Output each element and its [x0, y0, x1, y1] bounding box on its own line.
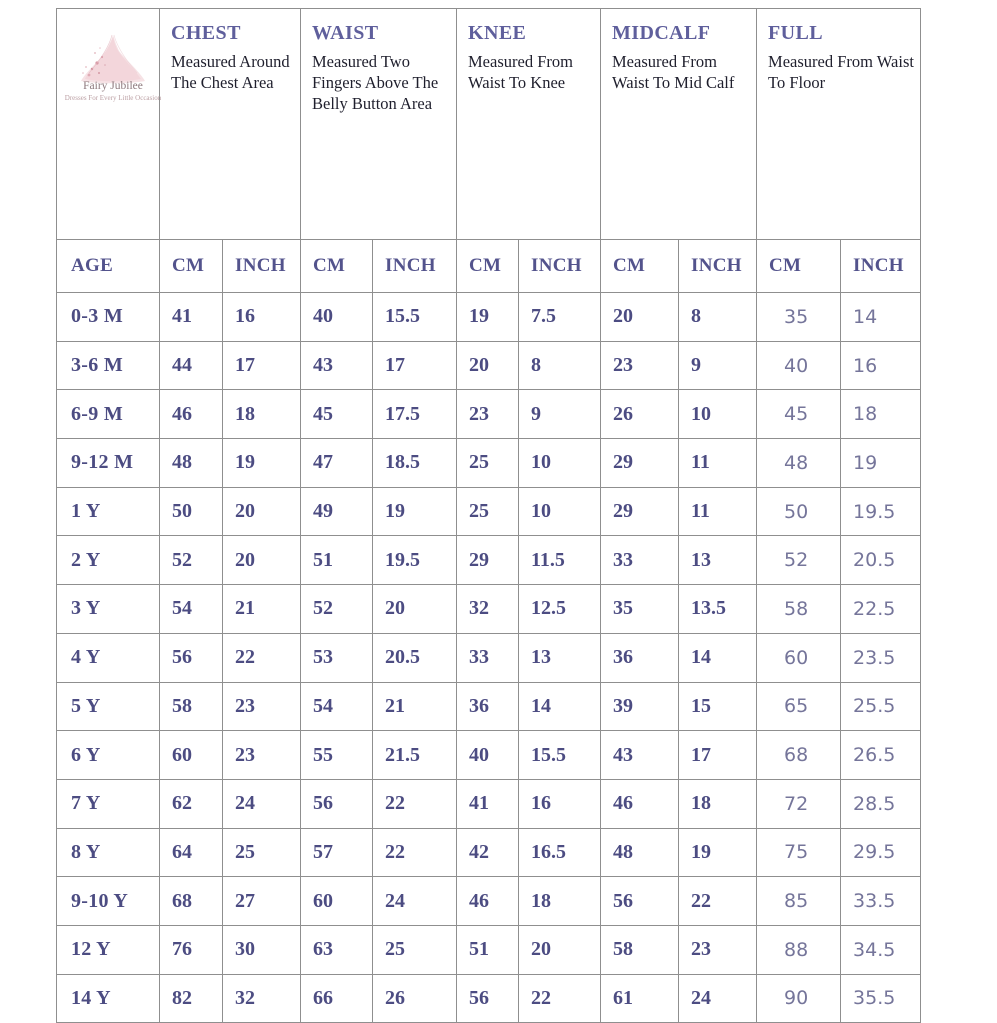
value-cell: 11	[679, 487, 757, 536]
value-cell: 18	[519, 877, 601, 926]
value-cell: 26.5	[841, 731, 921, 780]
value-cell: 12.5	[519, 585, 601, 634]
value-cell: 10	[519, 439, 601, 488]
table-row	[57, 341, 921, 390]
value-cell: 56	[160, 633, 223, 682]
value-cell: 22	[373, 779, 457, 828]
header-group-waist	[301, 9, 457, 240]
value-cell: 63	[301, 925, 373, 974]
brand-name: Fairy Jubilee	[83, 80, 143, 92]
value-cell: 53	[301, 633, 373, 682]
value-cell: 65	[757, 682, 841, 731]
value-cell: 23	[223, 731, 301, 780]
value-cell: 20.5	[373, 633, 457, 682]
value-cell: 23.5	[841, 633, 921, 682]
value-cell: 39	[601, 682, 679, 731]
age-cell: 4 Y	[57, 633, 160, 682]
value-cell: 26	[373, 974, 457, 1023]
value-cell: 23	[601, 341, 679, 390]
age-cell: 12 Y	[57, 925, 160, 974]
value-cell: 50	[757, 487, 841, 536]
value-cell: 28.5	[841, 779, 921, 828]
value-cell: 49	[301, 487, 373, 536]
value-cell: 25	[373, 925, 457, 974]
waist-title: WAIST	[312, 22, 379, 44]
value-cell: 9	[679, 341, 757, 390]
value-cell: 57	[301, 828, 373, 877]
value-cell: 51	[457, 925, 519, 974]
value-cell: 29	[601, 487, 679, 536]
value-cell: 20	[373, 585, 457, 634]
value-cell: 18	[223, 390, 301, 439]
value-cell: 9	[519, 390, 601, 439]
value-cell: 58	[757, 585, 841, 634]
value-cell: 60	[301, 877, 373, 926]
full-title: FULL	[768, 22, 823, 44]
value-cell: 15	[679, 682, 757, 731]
value-cell: 11.5	[519, 536, 601, 585]
value-cell: 14	[841, 293, 921, 342]
value-cell: 40	[301, 293, 373, 342]
value-cell: 25.5	[841, 682, 921, 731]
value-cell: 48	[160, 439, 223, 488]
value-cell: 58	[601, 925, 679, 974]
waist-description: Measured Two Fingers Above The Belly Button Area	[312, 52, 439, 113]
age-cell: 8 Y	[57, 828, 160, 877]
value-cell: 20	[601, 293, 679, 342]
value-cell: 24	[679, 974, 757, 1023]
value-cell: 22	[679, 877, 757, 926]
value-cell: 54	[160, 585, 223, 634]
table-row	[57, 536, 921, 585]
midcalf-inch-header: INCH	[679, 240, 757, 293]
value-cell: 66	[301, 974, 373, 1023]
header-group-knee	[457, 9, 601, 240]
value-cell: 54	[301, 682, 373, 731]
value-cell: 35.5	[841, 974, 921, 1023]
value-cell: 21	[223, 585, 301, 634]
age-cell: 6-9 M	[57, 390, 160, 439]
value-cell: 16	[519, 779, 601, 828]
value-cell: 27	[223, 877, 301, 926]
value-cell: 46	[601, 779, 679, 828]
value-cell: 46	[457, 877, 519, 926]
table-row	[57, 974, 921, 1023]
value-cell: 90	[757, 974, 841, 1023]
value-cell: 21.5	[373, 731, 457, 780]
value-cell: 35	[757, 293, 841, 342]
value-cell: 64	[160, 828, 223, 877]
age-cell: 5 Y	[57, 682, 160, 731]
value-cell: 13	[519, 633, 601, 682]
header-group-full	[757, 9, 921, 240]
value-cell: 47	[301, 439, 373, 488]
age-cell: 9-12 M	[57, 439, 160, 488]
table-row	[57, 585, 921, 634]
value-cell: 29.5	[841, 828, 921, 877]
value-cell: 22	[223, 633, 301, 682]
value-cell: 17	[373, 341, 457, 390]
value-cell: 62	[160, 779, 223, 828]
value-cell: 26	[601, 390, 679, 439]
value-cell: 14	[679, 633, 757, 682]
value-cell: 32	[223, 974, 301, 1023]
value-cell: 44	[160, 341, 223, 390]
measure-group-header-row	[57, 9, 921, 240]
table-row	[57, 439, 921, 488]
brand-tagline: Dresses For Every Little Occasion	[64, 94, 162, 102]
age-cell: 7 Y	[57, 779, 160, 828]
value-cell: 24	[223, 779, 301, 828]
value-cell: 17	[679, 731, 757, 780]
value-cell: 15.5	[373, 293, 457, 342]
value-cell: 85	[757, 877, 841, 926]
table-row	[57, 779, 921, 828]
age-cell: 2 Y	[57, 536, 160, 585]
midcalf-title: MIDCALF	[612, 22, 711, 44]
chest-title: CHEST	[171, 22, 241, 44]
value-cell: 10	[519, 487, 601, 536]
value-cell: 19	[373, 487, 457, 536]
value-cell: 22	[519, 974, 601, 1023]
value-cell: 41	[160, 293, 223, 342]
table-row	[57, 877, 921, 926]
value-cell: 48	[601, 828, 679, 877]
value-cell: 40	[757, 341, 841, 390]
value-cell: 20	[519, 925, 601, 974]
value-cell: 75	[757, 828, 841, 877]
value-cell: 15.5	[519, 731, 601, 780]
age-cell: 0-3 M	[57, 293, 160, 342]
age-column-header: AGE	[57, 240, 160, 293]
value-cell: 22	[373, 828, 457, 877]
table-row	[57, 731, 921, 780]
header-group-midcalf	[601, 9, 757, 240]
value-cell: 17	[223, 341, 301, 390]
value-cell: 19	[457, 293, 519, 342]
value-cell: 43	[301, 341, 373, 390]
value-cell: 18	[679, 779, 757, 828]
value-cell: 25	[223, 828, 301, 877]
value-cell: 16	[841, 341, 921, 390]
age-cell: 1 Y	[57, 487, 160, 536]
value-cell: 56	[301, 779, 373, 828]
value-cell: 7.5	[519, 293, 601, 342]
chest-description: Measured Around The Chest Area	[171, 52, 290, 92]
value-cell: 20	[223, 536, 301, 585]
brand-logo-cell	[57, 9, 160, 240]
value-cell: 19	[841, 439, 921, 488]
value-cell: 45	[301, 390, 373, 439]
chest-cm-header: CM	[160, 240, 223, 293]
value-cell: 19.5	[373, 536, 457, 585]
header-group-chest	[160, 9, 301, 240]
value-cell: 11	[679, 439, 757, 488]
table-row	[57, 633, 921, 682]
knee-description: Measured From Waist To Knee	[468, 52, 573, 92]
value-cell: 42	[457, 828, 519, 877]
value-cell: 13	[679, 536, 757, 585]
value-cell: 88	[757, 925, 841, 974]
value-cell: 29	[601, 439, 679, 488]
value-cell: 60	[160, 731, 223, 780]
table-row	[57, 828, 921, 877]
value-cell: 48	[757, 439, 841, 488]
value-cell: 18.5	[373, 439, 457, 488]
value-cell: 68	[160, 877, 223, 926]
value-cell: 68	[757, 731, 841, 780]
value-cell: 33.5	[841, 877, 921, 926]
value-cell: 55	[301, 731, 373, 780]
value-cell: 19	[679, 828, 757, 877]
knee-title: KNEE	[468, 22, 527, 44]
size-chart-table	[56, 8, 921, 1023]
table-row	[57, 682, 921, 731]
value-cell: 32	[457, 585, 519, 634]
value-cell: 82	[160, 974, 223, 1023]
value-cell: 36	[601, 633, 679, 682]
value-cell: 20.5	[841, 536, 921, 585]
chest-inch-header: INCH	[223, 240, 301, 293]
value-cell: 52	[301, 585, 373, 634]
value-cell: 36	[457, 682, 519, 731]
value-cell: 23	[679, 925, 757, 974]
value-cell: 56	[601, 877, 679, 926]
waist-inch-header: INCH	[373, 240, 457, 293]
value-cell: 56	[457, 974, 519, 1023]
value-cell: 19	[223, 439, 301, 488]
value-cell: 8	[679, 293, 757, 342]
full-cm-header: CM	[757, 240, 841, 293]
size-table-body	[57, 293, 921, 1023]
value-cell: 41	[457, 779, 519, 828]
value-cell: 76	[160, 925, 223, 974]
knee-cm-header: CM	[457, 240, 519, 293]
midcalf-description: Measured From Waist To Mid Calf	[612, 52, 735, 92]
value-cell: 17.5	[373, 390, 457, 439]
table-row	[57, 390, 921, 439]
value-cell: 19.5	[841, 487, 921, 536]
age-cell: 3 Y	[57, 585, 160, 634]
table-row	[57, 487, 921, 536]
value-cell: 43	[601, 731, 679, 780]
value-cell: 25	[457, 487, 519, 536]
value-cell: 33	[601, 536, 679, 585]
waist-cm-header: CM	[301, 240, 373, 293]
value-cell: 52	[757, 536, 841, 585]
table-row	[57, 293, 921, 342]
brand-logo	[59, 29, 167, 102]
value-cell: 13.5	[679, 585, 757, 634]
value-cell: 46	[160, 390, 223, 439]
value-cell: 61	[601, 974, 679, 1023]
value-cell: 25	[457, 439, 519, 488]
value-cell: 51	[301, 536, 373, 585]
value-cell: 40	[457, 731, 519, 780]
age-cell: 9-10 Y	[57, 877, 160, 926]
value-cell: 20	[223, 487, 301, 536]
value-cell: 21	[373, 682, 457, 731]
value-cell: 20	[457, 341, 519, 390]
value-cell: 33	[457, 633, 519, 682]
knee-inch-header: INCH	[519, 240, 601, 293]
unit-header-row	[57, 240, 921, 293]
value-cell: 35	[601, 585, 679, 634]
value-cell: 23	[223, 682, 301, 731]
value-cell: 23	[457, 390, 519, 439]
value-cell: 30	[223, 925, 301, 974]
value-cell: 72	[757, 779, 841, 828]
value-cell: 24	[373, 877, 457, 926]
midcalf-cm-header: CM	[601, 240, 679, 293]
value-cell: 60	[757, 633, 841, 682]
value-cell: 16.5	[519, 828, 601, 877]
full-description: Measured From Waist To Floor	[768, 52, 914, 92]
value-cell: 10	[679, 390, 757, 439]
value-cell: 18	[841, 390, 921, 439]
age-cell: 6 Y	[57, 731, 160, 780]
age-cell: 3-6 M	[57, 341, 160, 390]
value-cell: 34.5	[841, 925, 921, 974]
value-cell: 16	[223, 293, 301, 342]
value-cell: 45	[757, 390, 841, 439]
value-cell: 50	[160, 487, 223, 536]
full-inch-header: INCH	[841, 240, 921, 293]
value-cell: 22.5	[841, 585, 921, 634]
value-cell: 8	[519, 341, 601, 390]
value-cell: 58	[160, 682, 223, 731]
value-cell: 14	[519, 682, 601, 731]
value-cell: 29	[457, 536, 519, 585]
table-row	[57, 925, 921, 974]
value-cell: 52	[160, 536, 223, 585]
age-cell: 14 Y	[57, 974, 160, 1023]
